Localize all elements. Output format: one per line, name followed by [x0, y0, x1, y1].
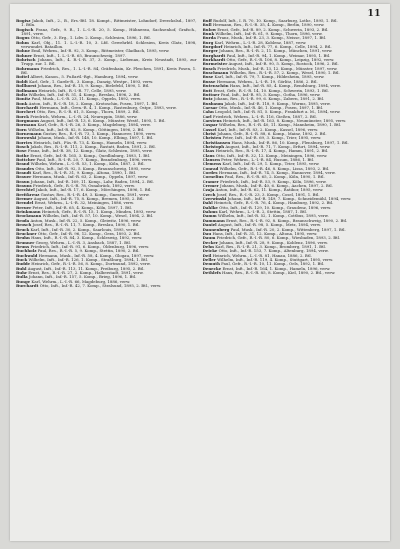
entry-details: Peter, Inft., Inf.-R. 65, 4. Komp., Köln, 1897, 1. Btl.: [32, 204, 132, 210]
entry-details: Paul, Res., R.-I.-R. 5, 9. Komp., Stettin, 1890, 2. Btl.: [37, 248, 140, 254]
entry-details: Heinrich, Wehrm., L.-I.-R. 81, Hanau, 1886, 2. Btl.: [212, 252, 312, 258]
entry-details: Ernst, Res., R.-I.-R. 92, 8. Komp., Braunschweig, 1890, 2. Btl.: [226, 217, 348, 223]
register-entry: [203, 271, 384, 275]
entry-surname: Clemens: [202, 161, 222, 167]
entry-surname: Braun: [16, 178, 30, 184]
entry-surname: Brauns: [16, 183, 32, 189]
entry-details: Gustav, Res., R.-I.-R. 49, 3. Komp., Gnesen, 1891, verw.: [40, 191, 150, 197]
entry-surname: Broda: [16, 217, 30, 223]
entry-surname: Bormann: [16, 122, 37, 128]
entry-details: Friedrich, Res., 1. L.-I.-R. 84, Gräfenhain, Kr. Pleschen, 1891, Kreis Posen, 1. Btl.: [21, 65, 197, 76]
entry-surname: Brauer: [16, 174, 32, 180]
entry-surname: Bonitz: [16, 96, 31, 102]
entry-details: Hermann, Wehrm., L.-I.-R. 19, Görlitz, 1886, 2. Btl.: [216, 78, 318, 84]
entry-details: Wilhelm, Res., R.-I.-R. 40, 11. Komp., Mannheim, 1890, 1. Btl.: [218, 122, 342, 128]
entry-surname: Cahn: [202, 109, 214, 115]
entry-details: Friedrich, Inft., Inf.-R. 53, 9. Komp., Köln, 1896, verw.: [220, 178, 327, 184]
left-column: [16, 19, 197, 535]
entry-surname: Brendel: [16, 200, 34, 206]
entry-details: Otto, Inft., Inf.-R. 129, 10. Komp., Graudenz, 1896, verw.: [219, 204, 332, 210]
entry-surname: Caspar: [202, 122, 218, 128]
entry-surname: Burger: [202, 48, 218, 54]
entry-details: Karl, Wehrm., L.-I.-R. 66, Magdeburg, 1886, verw.: [31, 278, 131, 284]
entry-surname: Bremer: [16, 196, 33, 202]
entry-details: Karl, Obj., 11. 1. L.-I.-R. 10, 3. Lfd. Gewehrbtl. Schlesien, Kreis Glatz, 1898, verwundet. Bataillon.: [21, 39, 197, 50]
entry-surname: Burgdorf: [202, 44, 223, 50]
entry-details: Karl, Inft., Inf.-R. 79, 7. Komp., Hildesheim, 1895, verw.: [214, 74, 325, 80]
entry-surname: Decker: [202, 239, 218, 245]
entry-surname: Deller: [202, 256, 216, 262]
entry-details: Johann, Res., Inf.-R. 15, 9. Komp., Bielefeld, 1890, 1. Btl.: [37, 83, 150, 89]
entry-surname: Buck: [16, 256, 28, 262]
entry-details: Heinrich, Gefr., R.-I.-R. 56, 8. Komp., Dortmund, 1892, verw.: [31, 261, 151, 267]
entry-surname: Brockmann: [16, 213, 42, 219]
entry-details: Anton, Musk., Inf.-R. 22, 5. Komp., Gleiwitz, 1896, verw.: [30, 217, 142, 223]
entry-details: Paul, Musk., L.-I.-R. 23, 11. Komp., Oppeln, 1892, verw.: [31, 96, 142, 102]
entry-details: Hermann, Res., R.-I.-R. 35, 4. Komp., Berlin, 1890, verw.: [212, 22, 325, 28]
entry-details: Friedrich, Wehrm., L.-I.-R. 24, Neuruppin, 1886, verw.: [30, 113, 138, 119]
entry-details: Heinrich, Res., R.-I.-R. 17, 4. Komp., Hamm, 1891, 2. Btl.: [215, 148, 329, 154]
entry-surname: Brosch: [16, 222, 32, 228]
entry-details: Johann, Inft., Inf.-R. 28, 9. Komp., Koblenz, 1896, verw.: [219, 239, 328, 245]
entry-details: Hans, Inft., Inf.-R. 85, 4. Komp., Rendsburg, 1894, verw.: [229, 83, 341, 89]
entry-details: Wilhelm, Inft., Inf.-R. 126, 1. Komp., Straßburg, 1894, 1. Btl.: [28, 256, 149, 262]
entry-surname: Carl: [202, 113, 212, 119]
page-number: 11: [367, 9, 381, 19]
entry-surname: Claas: [202, 148, 215, 154]
entry-surname: Borgmann: [16, 117, 39, 123]
entry-details: Georg, Wehrm., L.-I.-R. 3, Ansbach, 1887, 1. Btl.: [35, 239, 132, 245]
entry-surname: Brand: [16, 161, 30, 167]
entry-details: Paul, Res., R.-I.-R. 65, 2. Komp., Köln, 1890, 1. Btl.: [224, 174, 325, 180]
entry-surname: Clausen: [202, 157, 220, 162]
entry-details: Otto, Inft., Inf.-R. 92, 5. Komp., Braunschweig, 1895, verw.: [35, 165, 152, 171]
entry-surname: Boldt: [16, 78, 28, 84]
entry-surname: Butt: [202, 87, 213, 93]
entry-details: Heinrich, Inft., R.-I.-R. 77, Celle, 1895, verw.: [38, 87, 127, 93]
entry-details: Karl, Wehrm., L.-I.-R. 2, Stettin, 1887, 1. Btl.: [218, 209, 308, 215]
entry-details: Ernst, Wehrm., L.-I.-R. 32, Meiningen, 1886, verw.: [34, 200, 135, 206]
entry-details: Heinrich, Inft., Inf.-R. 163, 8. Komp., Neumünster, 1895, verw.: [222, 117, 347, 123]
entry-details: Wilhelm, Inft., Inf.-R. 82, 8. Komp., Göttingen, 1896, 2. Btl.: [28, 126, 145, 132]
entry-surname: Bulla: [16, 274, 28, 280]
entry-surname: Caesar: [202, 104, 218, 110]
entry-details: Ernst, Gefr., R.-I.-R. 14, 10. Komp., Schwerin, 1893, 1. Btl.: [213, 87, 329, 93]
entry-surname: Czaja: [202, 187, 215, 193]
entry-details: Hermann, Inft., Gren.-R. 4, 1. Komp., Rastenburg, Ostpr., 1893, verw.: [39, 104, 177, 110]
entry-surname: Bohne: [16, 48, 31, 54]
entry-surname: Cordes: [202, 170, 218, 176]
entry-surname: Christen: [202, 135, 222, 141]
entry-details: Johann, Musk., Inf.-R. 40, 6. Komp., Aachen, 1897, 2. Btl.: [220, 183, 333, 189]
register-entry: [16, 284, 197, 288]
entry-surname: Buhl: [16, 265, 27, 271]
entry-details: Heinrich, Inft., Inf.-R. 77, 6. Komp., Celle, 1894, 2. Btl.: [223, 44, 332, 50]
entry-surname: Dau: [202, 230, 212, 236]
entry-surname: Bogus: [16, 35, 30, 41]
entry-surname: Daum: [202, 235, 216, 241]
entry-surname: Buchwald: [16, 252, 38, 258]
entry-surname: Denecke: [202, 265, 222, 271]
entry-surname: Czech: [202, 191, 216, 197]
entry-details: Hans, Res., R.-I.-R. 85, 8. Komp., Kiel, 1890, 2. Btl., verw.: [222, 269, 336, 275]
entry-surname: Bruckner: [16, 230, 37, 236]
entry-details: Johann, Gefr., R.-I.-R. 88, 6. Komp., Mainz, 1892, 2. Btl.: [217, 130, 327, 136]
entry-details: Johann, Res., R.-I.-R. 2, 11. Komp., München, 1891, verw.: [219, 48, 333, 54]
entry-surname: Bruhn: [16, 235, 30, 241]
entry-surname: Butenschön: [202, 83, 229, 89]
entry-surname: Boitel: [16, 74, 30, 80]
entry-surname: Born: [16, 126, 27, 132]
entry-details: Jakob, Inft., 2., B., Ers.-Btl. 18. Kompt., Rittmeister, Lohndorf, Dreeckslsd., 1897, 1. Btln.: [21, 19, 197, 28]
entry-surname: Dahms: [202, 209, 218, 215]
entry-surname: Bohrmann: [16, 65, 40, 71]
entry-details: Otto, Musk., Inf.-R. 46, 1. Komp., Posen, 1897, 1. Btl.: [218, 104, 324, 110]
entry-details: Hermann, Musk., Inf.-R. 58, 4. Komp., Glogau, 1897, verw.: [38, 252, 155, 258]
entry-surname: Burda: [202, 35, 216, 41]
entry-details: Jakob, Res., R.-I.-R. 111, 2. Komp., Rastatt, Baden, 1891, 2. Btl.: [30, 143, 156, 149]
entry-details: Hans, Inft., Inf.-R. 31, 12. Komp., Altona, 1895, verw.: [212, 230, 318, 236]
entry-details: Karl, Inft., Inf.-R. 30, 2. Komp., Saarlouis, 1895, verw.: [30, 226, 137, 232]
entry-surname: Dahlke: [202, 204, 218, 210]
entry-details: Wilhelm, Inft., Inf.-R. 119, 4. Komp., Stuttgart, 1895, verw.: [217, 256, 334, 262]
entry-details: Friedrich, Gefr., R.-I.-R. 78, Osnabrück, 1892, verw.: [32, 183, 135, 189]
entry-details: August, Inft., Inf.-R. 13, 6. Komp., Münster, Westf., 1895, 1. Btl.: [40, 117, 166, 123]
entry-details: Otto, Inft., Inf.-R. 153, 7. Komp., Altenburg, 1894, verw.: [218, 248, 329, 254]
entry-surname: Bulow: [202, 26, 217, 32]
entry-details: Heinrich, Gefr., R.-I.-R. 15, 1. Komp., Minden, 1893, verw.: [41, 209, 157, 215]
entry-surname: Burchardt: [16, 282, 39, 288]
entry-surname: Dethlefs: [202, 269, 221, 275]
entry-surname: Buff: [202, 19, 212, 23]
entry-details: Karl, Inft., Inf.-R. 29, 1. Komp., Trier, 1895, verw.: [222, 161, 320, 167]
entry-surname: Damm: [202, 213, 217, 219]
entry-details: Wilhelm, Gefr., R.-I.-R. 46, 8. Komp., Lissa, 1893, 2. Btl.: [219, 165, 330, 171]
entry-surname: Dannenberg: [202, 226, 230, 232]
entry-surname: Brandes: [16, 165, 35, 171]
entry-details: Karl, Res., R.-I.-R. 31, 9. Komp., Altona, 1890, 1. Btl.: [32, 170, 137, 176]
entry-details: Friedrich, Wehrm., L.-I.-R. 116, Gießen, 1887, 2. Btl.: [212, 113, 317, 119]
entry-details: Franz, Gefr., 9. R., 1. L.-I.-R. 20, 5. Komp., Hühnerau, Sachsenhof, Grafsch., 1891, verw.: [21, 26, 197, 37]
entry-details: Friedrich, Gefr., R.-I.-R. 80, 6. Komp., Wiesbaden, 1893, 2. Btl.: [216, 235, 341, 241]
entry-details: Paul, Inft., Inf.-R. 95, 3. Komp., Gotha, 1896, verw.: [220, 91, 321, 97]
entry-surname: Boltz: [16, 91, 28, 97]
entry-details: Ernst, Gefr., Inf.-R. 89, 2. Komp., Schwerin, 1893, 2. Btl.: [217, 26, 329, 32]
entry-surname: Christiansen: [202, 139, 231, 145]
entry-details: Johann, Inft., Inf.-R. 157, 5. Komp., Brieg, 1896, 1. Btl.: [28, 274, 137, 280]
entry-details: August, Inft., Inf.-R. 113, 11. Komp., Freiburg, 1895, 2. Btl.: [27, 265, 145, 271]
entry-surname: Borck: [16, 113, 29, 119]
entry-details: Johann, Inft., Inf.-R. 149, 7. Komp., Schneidemühl, 1894, verw.: [227, 196, 352, 202]
entry-details: Franz, Inft., Inf.-R. 38, 12. Komp., Glatz, Schlesien, 1895, verw.: [27, 148, 153, 154]
entry-details: Leopold, Inft., Inf.-R. 81, 5. Komp., Frankfurt a. M., 1894, verw.: [215, 109, 341, 115]
entry-surname: Borchert: [16, 109, 36, 115]
entry-details: Ernst, Res., R.-I.-R. 27, 2. Komp., Halberstadt, 1891, verw.: [28, 269, 144, 275]
entry-details: Ernst, Inft., Inf.-R. 164, 1. Komp., Hameln, 1896, verw.: [222, 265, 331, 271]
entry-surname: Borchardt: [16, 104, 39, 110]
entry-details: Wilhelm, Inft., Inf.-R. 52, 1. Komp., Cottbus, 1895, verw.: [217, 213, 329, 219]
entry-details: Emil, Wehrm., Inf.-R. 92, 3. Komp., Rittmeister, Gladbach, 1895, verw.: [31, 48, 170, 54]
entry-surname: Buschmann: [202, 70, 229, 76]
entry-surname: Buse: [202, 74, 214, 80]
entry-surname: Deicke: [202, 248, 218, 254]
entry-surname: Bornemann: [16, 130, 42, 136]
entry-details: Peter, Wehrm., L.-I.-R. 84, Husum, 1886, 1. Btl.: [221, 157, 315, 162]
entry-details: Paul, Musk., Inf.-R. 20, 2. Komp., Wittenberg, 1897, 1. Btl.: [230, 226, 346, 232]
entry-surname: Bosch: [16, 143, 30, 149]
entry-details: Otto, Res., R.-I.-R. 61, 5. Komp., Thorn, 1889, 2. Btl.: [36, 109, 140, 115]
entry-surname: Bruck: [16, 226, 30, 232]
entry-surname: Bottcher: [16, 157, 36, 162]
entry-details: Otto, Inft., Inf.-R. 42, 7. Komp., Stralsund, 1895, 2. Btl., verw.: [39, 282, 162, 288]
entry-surname: Bogisch: [16, 26, 34, 32]
entry-details: Hermann, Inft., Inf.-R. 74, 5. Komp., Hannover, 1894, verw.: [218, 170, 336, 176]
entry-surname: Christ: [202, 130, 216, 136]
entry-details: Friedrich, Musk., Inf.-R. 13, 12. Komp., Münster, 1897, verw.: [217, 65, 338, 71]
entry-details: Ernst, Gefr., Inf.-R. 165, 3. Komp., Quedlinburg, 1893, 1. Btl.: [30, 152, 151, 158]
document-page: [10, 4, 390, 541]
entry-surname: Brunner: [16, 239, 35, 245]
entry-details: Paul, Gefr., R.-I.-R. 10, 11. Komp., Oels, 1892, 1. Btl.: [221, 261, 325, 267]
entry-surname: Breitkreuz: [16, 191, 40, 197]
entry-details: Wilhelm, Inft., Inf.-R. 51, 4. Komp., Breslau, 1896, 2. Btl.: [28, 91, 141, 97]
entry-details: Jakob, Inft., Inf.-R. 118, 9. Komp., Worms, 1895, verw.: [224, 100, 331, 106]
entry-details: Johann, Inft., 4. R.-I.-R. 37, 3. Komp., Liebenau, Kreis Neustadt, 1895, zur Trupp. zur. 1. Btl.: [21, 57, 197, 67]
entry-surname: Borowski: [16, 135, 37, 141]
entry-surname: Breuer: [16, 204, 32, 210]
entry-details: August, Inft., Inf.-R. 98, 5. Komp., Metz, 1894, verw.: [217, 222, 321, 228]
entry-surname: Burkhardt: [202, 57, 226, 63]
entry-surname: Daniel: [202, 222, 217, 228]
entry-details: Franz, Musk., Inf.-R. 23, 3. Komp., Neisse, 1897, 1. Btl.: [217, 35, 327, 41]
entry-details: Johann, Musk., Inf.-R. 148, 10. Komp., Elbing, 1897, 1. Btl.: [37, 135, 154, 141]
entry-surname: Bunk: [202, 31, 215, 37]
entry-surname: Butz: [202, 96, 213, 102]
entry-details: Anton, Inft., R.-I.-R. 18, 2. Komp., Krotoschin, Posen, 1897, 1. Btl.: [28, 100, 159, 106]
entry-surname: Bollmann: [16, 87, 38, 93]
entry-surname: Conrad: [202, 165, 219, 171]
entry-surname: Bothe: [16, 152, 29, 158]
entry-surname: Brinkmann: [16, 209, 41, 215]
entry-surname: Bohm: [16, 39, 29, 45]
entry-surname: Deil: [202, 252, 212, 258]
entry-surname: Buchholz: [16, 248, 37, 254]
entry-details: Albert, Kanon., 5. Fußartl.-Rgt., Hamburg, 1894, verw.: [30, 74, 139, 80]
entry-surname: Dahl: [202, 200, 213, 206]
entry-surname: Burghardt: [202, 52, 226, 58]
entry-surname: Dammann: [202, 217, 225, 223]
entry-surname: Bunge: [16, 278, 31, 284]
entry-details: Karl, Wehrm., L.-I.-R. 28, Koblenz, 1887, verw.: [214, 39, 307, 45]
entry-details: Peter, Inft., Inf.-R. 69, 3. Komp., Trier, 1895, verw.: [222, 135, 322, 141]
entry-surname: Cornelius: [202, 174, 224, 180]
entry-details: Johann, Inft., Inf.-R. 169, 11. Komp., Lahr, Baden, 1894, 2. Btl.: [30, 178, 154, 184]
entry-details: Karl, Gefr., 1. Garde-R., 3. Komp., Danzig, Westpr., 1893, verw.: [29, 78, 154, 84]
entry-surname: Bruns: [16, 243, 30, 249]
entry-surname: Burmeister: [202, 61, 228, 67]
entry-details: August, Inft., Inf.-R. 71, 7. Komp., Erfurt, 1894, verw.: [225, 143, 331, 149]
entry-surname: Bogisz: [16, 19, 31, 23]
entry-details: Hans, Inft., R.-I.-R. 84, 3. Komp., Schleswig, 1892, verw.: [31, 235, 143, 241]
entry-details: Josef, Res., R.-I.-R. 11, 7. Komp., Breslau, 1890, 1. Btl.: [32, 222, 140, 228]
entry-details: Karl, Gefr., R.-I.-R. 26, 3. Komp., Magdeburg, 1894, verw.: [37, 122, 151, 128]
entry-surname: Borries: [16, 139, 33, 145]
entry-details: Ernst, Inft., 1. L.-I.-R. 65, Braunschweig, 1897.: [33, 52, 127, 58]
entry-surname: Brechtel: [16, 187, 35, 193]
entry-surname: Cramer: [202, 178, 219, 184]
entry-details: Hermann, Musk., Inf.-R. 63, 2. Komp., Oppeln, 1897, verw.: [32, 174, 149, 180]
entry-details: Karl, Res., R.-I.-R. 21, 3. Komp., Bromberg, 1891, 1. Btl.: [215, 243, 326, 249]
text-columns: [16, 19, 383, 535]
entry-details: Gustav, Res., R.-I.-R. 73, 1. Komp., Hannover, 1890, verw.: [42, 130, 157, 136]
entry-surname: Busse: [202, 78, 216, 84]
entry-surname: Cassel: [202, 126, 217, 132]
entry-surname: Dehn: [202, 243, 215, 249]
entry-surname: Brandt: [16, 170, 32, 176]
entry-surname: Bull: [202, 22, 212, 28]
entry-details: Wilhelm, Inft., Inf.-R. 57, 10. Komp., Wesel, 1894, 2. Btl.: [42, 213, 154, 219]
entry-details: Wilhelm, Inft., Inf.-R. 61, 9. Komp., Thorn, 1896, verw.: [215, 31, 323, 37]
entry-details: Hans, Musk., Inf.-R. 86, 10. Komp., Flensburg, 1897, 1. Btl.: [231, 139, 349, 145]
entry-surname: Burg: [202, 39, 214, 45]
entry-details: Otto, Inft., Inf.-R. 32, 12. Komp., Meiningen, 1896, verw.: [215, 152, 328, 158]
entry-surname: Bonk: [16, 100, 28, 106]
entry-details: Wilhelm, Res., R.-I.-R. 57, 2. Komp., Wesel, 1890, 1. Btl.: [229, 70, 340, 76]
entry-surname: Budde: [16, 261, 31, 267]
entry-surname: Cremer: [202, 183, 219, 189]
entry-details: Paul, Inft., R.-I.-R. 20, 7. Komp., Brandenburg, 1896, verw.: [36, 157, 153, 162]
entry-details: Otto, Gefr., 3. Erg., 1. Ldw. 2. Komp., Schlesien, 1896, 1. Btl.: [30, 35, 151, 41]
entry-surname: Carstens: [202, 117, 222, 123]
entry-details: Jakob, Inft., Inf.-R. 17, 6. Komp., Mörchingen, 1896, 1. Btl.: [36, 187, 152, 193]
entry-details: Karl, Inft., Inf.-R. 83, 2. Komp., Kassel, 1896, verw.: [217, 126, 319, 132]
entry-details: August, Inft., Inf.-R. 75, 8. Komp., Bremen, 1895, 2. Btl.: [33, 196, 144, 202]
entry-surname: Bollhorst: [16, 83, 37, 89]
entry-details: Friedrich, Inft., Inf.-R. 91, 6. Komp., Oldenburg, 1896, verw.: [30, 243, 150, 249]
entry-details: Rudolf, Inft., I. R. 70, 10. Komp., Saarburg, Lothr., 1895, 1. Btl.: [213, 19, 338, 23]
entry-details: Paul, Inft., Inf.-R. 94, 1. Komp., Weimar, 1895, 1. Btl.: [226, 52, 331, 58]
entry-details: Heinrich, Inft., Füs.-R. 73, 4. Komp., Hameln, 1894, verw.: [33, 139, 148, 145]
entry-surname: Busch: [202, 65, 217, 71]
right-column: [203, 19, 384, 535]
entry-details: August, Inft., Inf.-R. 90, 5. Komp., Rostock, 1896, 2. Btl.: [228, 61, 339, 67]
entry-surname: Bohrisch: [16, 57, 36, 63]
entry-surname: Bose: [16, 148, 27, 154]
entry-surname: Christoph: [202, 143, 225, 149]
entry-surname: Claus: [202, 152, 215, 158]
entry-surname: Buxbaum: [202, 100, 224, 106]
entry-details: Josef, Res., R.-I.-R. 23, 3. Komp., Cosel, 1891, 1. Btl.: [216, 191, 320, 197]
entry-details: Otto, Gefr., Inf.-R. 96, 12. Komp., Gera, 1893, 2. Btl.: [37, 230, 141, 236]
entry-details: Johann, Res., R.-I.-R. 99, 6. Komp., Zabern, 1891, 2. Btl.: [213, 96, 325, 102]
entry-details: Otto, Gefr., R.-I.-R. 106, 8. Komp., Leipzig, 1892, verw.: [226, 57, 335, 63]
entry-details: Anton, Inft., Inf.-R. 62, 11. Komp., Ratibor, 1895, verw.: [215, 187, 324, 193]
entry-surname: Buttner: [202, 91, 220, 97]
entry-details: Heinrich, Gefr., R.-I.-R. 76, 4. Komp., Hamburg, 1892, 2. Btl.: [213, 200, 334, 206]
entry-surname: Bohner: [16, 52, 33, 58]
entry-surname: Demuth: [202, 261, 220, 267]
entry-surname: Buhr: [16, 269, 27, 275]
entry-surname: Czerwinski: [202, 196, 227, 202]
entry-details: Wilhelm, Wehrm., L.-I.-R. 53, 1. Komp., Köln, 1887, 2. Btl.: [30, 161, 145, 167]
